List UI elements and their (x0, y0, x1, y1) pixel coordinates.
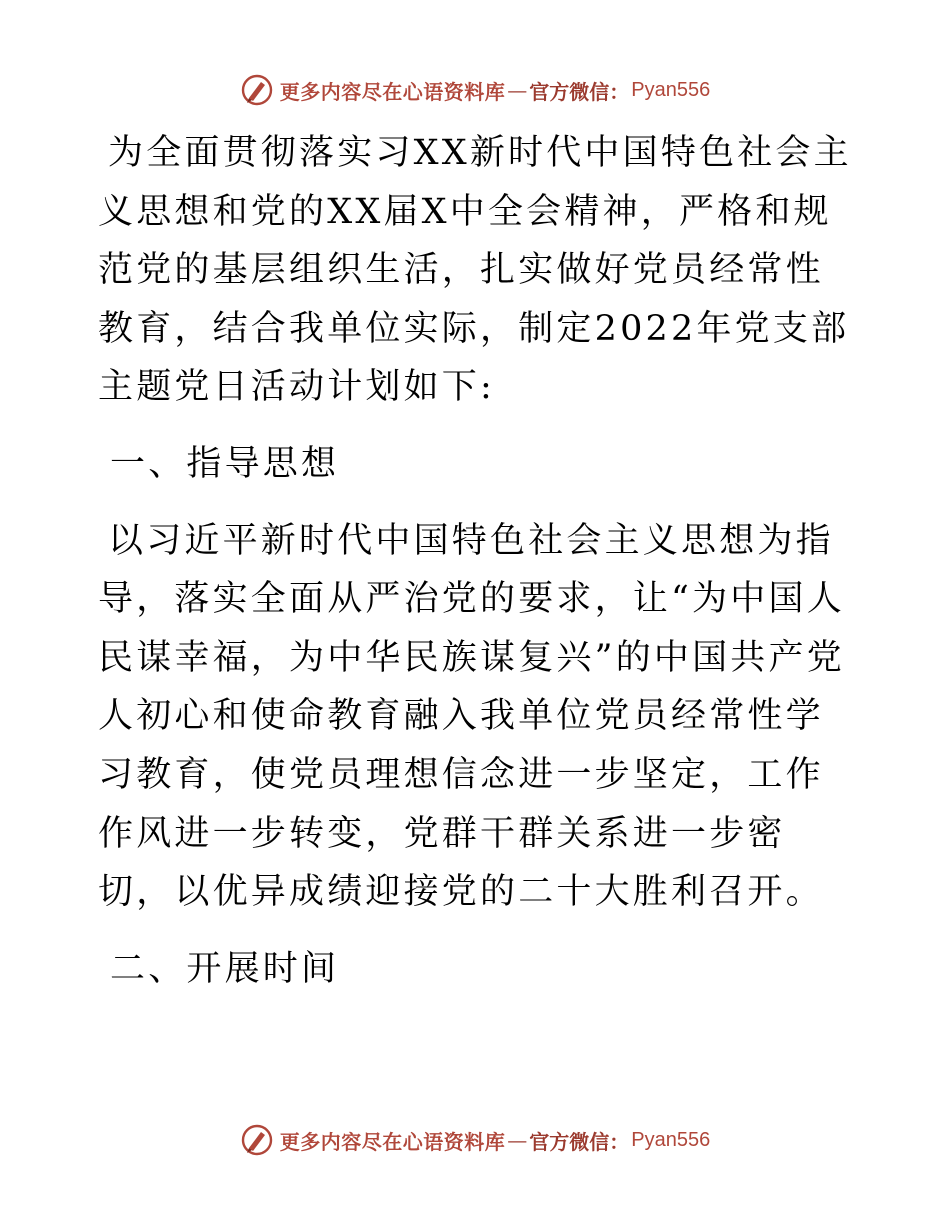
banner-dash: — (507, 78, 528, 102)
guiding-ideology-paragraph: 以习近平新时代中国特色社会主义思想为指导，落实全面从严治党的要求，让“为中国人民谋幸福，为中华民族谋复兴”的中国共产党人初心和使命教育融入我单位党员经常性学习教育，使党员理想信念进一步坚定，工作作风进一步转变，党群干群关系进一步密切，以优异成绩迎接党的二十大胜利召开。 (98, 520, 845, 913)
header-banner (0, 70, 950, 110)
section-heading-guiding-ideology: 一、指导思想 (110, 443, 340, 484)
banner-wechat-label: 官方微信： (529, 1129, 630, 1154)
document-body (98, 124, 858, 998)
pen-logo-icon (240, 1123, 274, 1157)
banner-wechat-id: Pyan556 (631, 1128, 711, 1151)
banner-main-text: 更多内容尽在心语资料库 (279, 1129, 506, 1154)
banner-main-text: 更多内容尽在心语资料库 (279, 79, 506, 104)
section-heading-schedule: 二、开展时间 (110, 948, 340, 989)
footer-banner (0, 1120, 950, 1160)
pen-logo-icon (240, 73, 274, 107)
banner-wechat-id: Pyan556 (631, 78, 711, 101)
banner-wechat-label: 官方微信： (529, 79, 630, 104)
banner-dash: — (507, 1128, 528, 1152)
intro-paragraph: 为全面贯彻落实习XX新时代中国特色社会主义思想和党的XX届X中全会精神，严格和规范党的基层组织生活，扎实做好党员经常性教育，结合我单位实际，制定2022年党支部主题党日活动计划如下: (98, 133, 852, 408)
